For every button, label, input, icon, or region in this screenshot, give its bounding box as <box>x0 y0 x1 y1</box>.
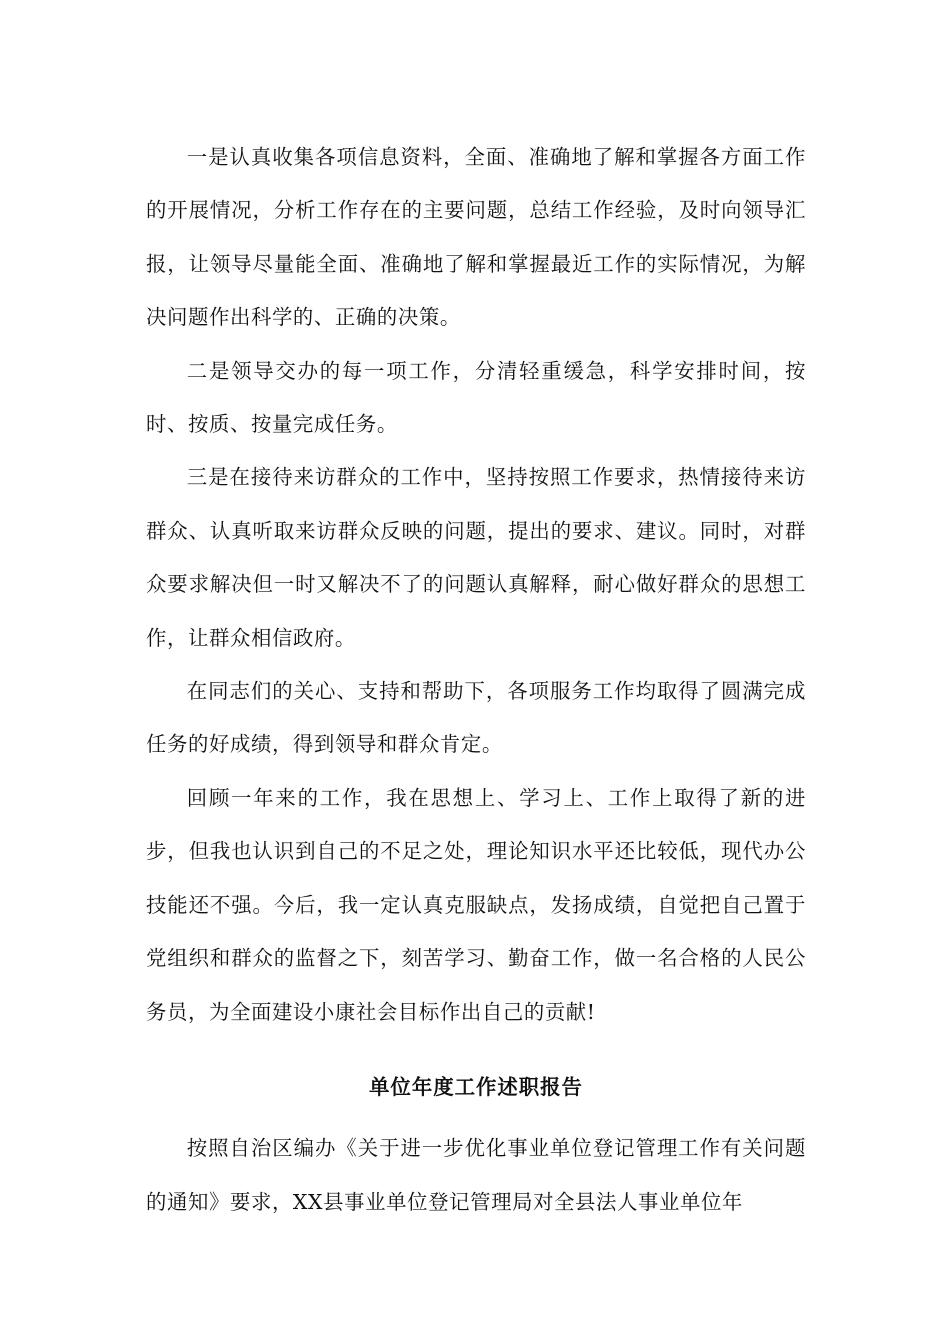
paragraph-item-2: 二是领导交办的每一项工作，分清轻重缓急，科学安排时间，按时、按质、按量完成任务。 <box>146 358 806 437</box>
document-body <box>146 131 806 1229</box>
section-heading: 单位年度工作述职报告 <box>369 1074 583 1099</box>
paragraph-item-5: 回顾一年来的工作，我在思想上、学习上、工作上取得了新的进步，但我也认识到自己的不足之处，理论知识水平还比较低，现代办公技能还不强。今后，我一定认真克服缺点，发扬成绩，自觉把自己置于党组织和群众的监督之下，刻苦学习、勤奋工作，做一名合格的人民公务员，为全面建设小康社会目标作出自己的贡献! <box>146 785 806 1024</box>
paragraph-item-1: 一是认真收集各项信息资料，全面、准确地了解和掌握各方面工作的开展情况，分析工作存在的主要问题，总结工作经验，及时向领导汇报，让领导尽量能全面、准确地了解和掌握最近工作的实际情况，为解决问题作出科学的、正确的决策。 <box>146 145 806 330</box>
paragraph-item-4: 在同志们的关心、支持和帮助下，各项服务工作均取得了圆满完成任务的好成绩，得到领导和群众肯定。 <box>146 679 806 757</box>
paragraph-item-3: 三是在接待来访群众的工作中，坚持按照工作要求，热情接待来访群众、认真听取来访群众反映的问题，提出的要求、建议。同时，对群众要求解决但一时又解决不了的问题认真解释，耐心做好群众的思想工作，让群众相信政府。 <box>146 465 806 650</box>
paragraph-item-6: 按照自治区编办《关于进一步优化事业单位登记管理工作有关问题的通知》要求，XX县事业单位登记管理局对全县法人事业单位年 <box>146 1136 806 1214</box>
